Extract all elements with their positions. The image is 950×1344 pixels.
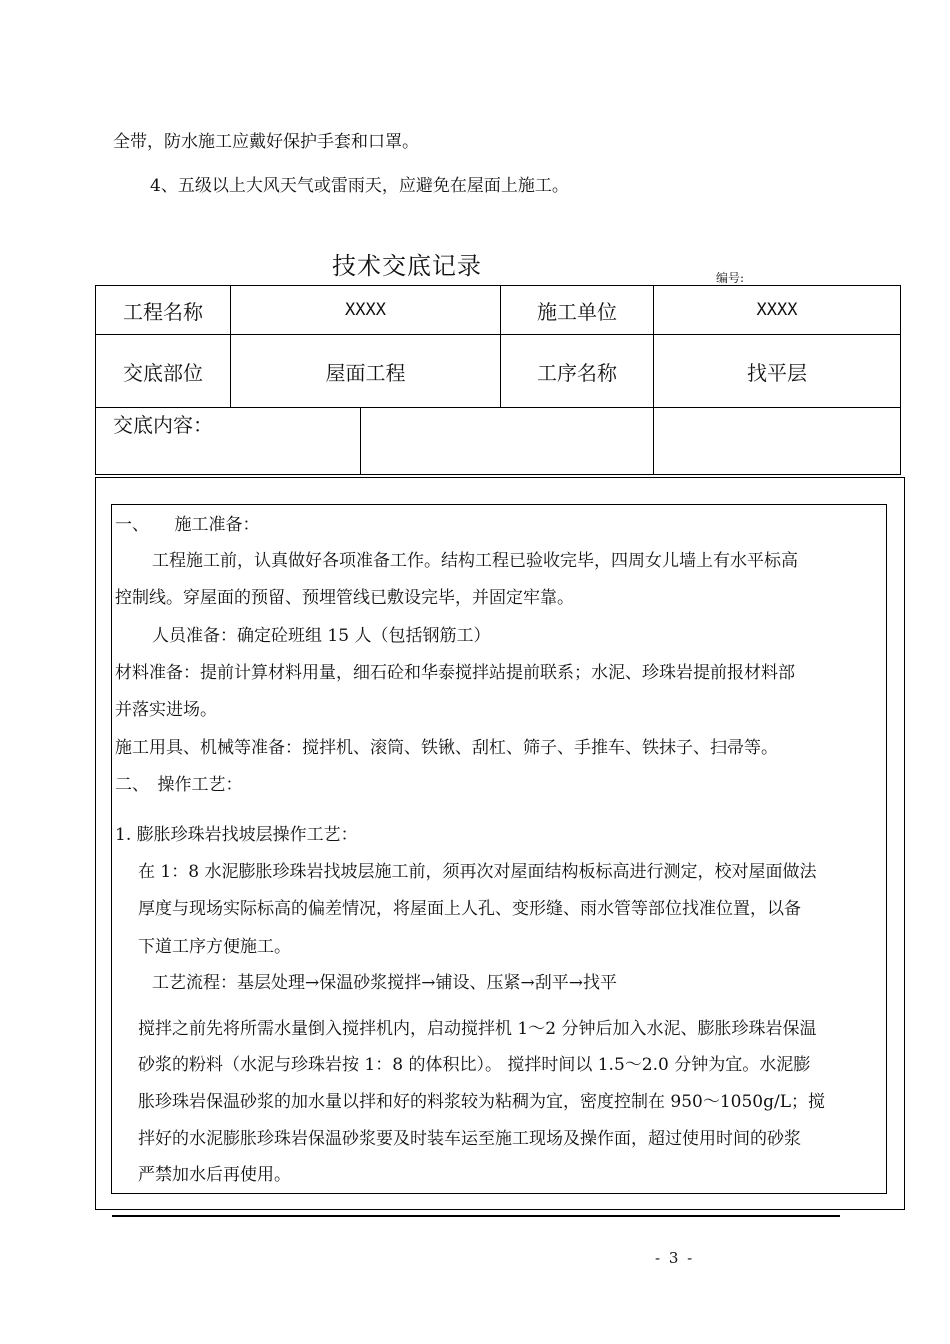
paragraph-line: 搅拌之前先将所需水量倒入搅拌机内，启动搅拌机 1～2 分钟后加入水泥、膨胀珍珠岩保温: [138, 1019, 817, 1039]
table-col-divider-4: [360, 407, 361, 474]
paragraph-line: 严禁加水后再使用。: [138, 1165, 291, 1185]
paragraph-line: 控制线。穿屋面的预留、预埋管线已敷设完毕，并固定牢靠。: [115, 588, 574, 608]
handover-content-label: 交底内容：: [113, 413, 213, 437]
process-name-value: 找平层: [747, 360, 807, 385]
continuation-text-line-1: 全带，防水施工应戴好保护手套和口罩。: [113, 132, 419, 152]
table-border-right: [900, 285, 901, 475]
content-outer-right: [904, 477, 905, 1210]
serial-number-label: 编号:: [716, 271, 745, 285]
process-flow-line: 工艺流程：基层处理→保温砂浆搅拌→铺设、压紧→刮平→找平: [152, 973, 617, 993]
paragraph-line: 胀珍珠岩保温砂浆的加水量以拌和好的料浆较为粘稠为宜，密度控制在 950～1050g/L；搅: [138, 1092, 826, 1112]
continuation-text-line-2: 4、五级以上大风天气或雷雨天，应避免在屋面上施工。: [150, 176, 569, 196]
process-name-label: 工序名称: [537, 360, 617, 385]
paragraph-line: 工程施工前，认真做好各项准备工作。结构工程已验收完毕，四周女儿墙上有水平标高: [152, 551, 798, 571]
construction-unit-value: XXXX: [756, 300, 798, 320]
handover-part-label: 交底部位: [123, 360, 203, 385]
paragraph-line: 拌好的水泥膨胀珍珠岩保温砂浆要及时装车运至施工现场及操作面，超过使用时间的砂浆: [138, 1129, 801, 1149]
table-border-row3: [95, 474, 901, 475]
content-outer-top: [95, 477, 905, 478]
footer-rule: [112, 1215, 840, 1217]
content-inner-left: [111, 504, 112, 1194]
project-name-label: 工程名称: [123, 299, 203, 324]
table-border-row2: [95, 407, 901, 408]
content-inner-top: [111, 504, 887, 505]
handover-part-value: 屋面工程: [325, 360, 406, 385]
paragraph-line: 材料准备：提前计算材料用量，细石砼和华泰搅拌站提前联系；水泥、珍珠岩提前报材料部: [115, 663, 795, 683]
paragraph-line: 下道工序方便施工。: [138, 937, 291, 957]
paragraph-line: 并落实进场。: [115, 700, 217, 720]
construction-unit-label: 施工单位: [537, 299, 617, 324]
paragraph-line: 厚度与现场实际标高的偏差情况，将屋面上人孔、变形缝、雨水管等部位找准位置，以备: [138, 899, 801, 919]
section-heading-process: 二、 操作工艺：: [115, 775, 243, 795]
content-outer-left: [95, 477, 96, 1210]
page-number: - 3 -: [655, 1249, 695, 1267]
project-name-value: XXXX: [345, 300, 386, 320]
content-inner-bottom: [111, 1193, 887, 1194]
subsection-heading: 1. 膨胀珍珠岩找坡层操作工艺：: [115, 825, 358, 845]
paragraph-line: 施工用具、机械等准备：搅拌机、滚筒、铁锹、刮杠、筛子、手推车、铁抹子、扫帚等。: [115, 738, 778, 758]
paragraph-line: 人员准备：确定砼班组 15 人（包括钢筋工）: [152, 626, 491, 646]
content-inner-right: [886, 504, 887, 1194]
record-title: 技术交底记录: [332, 252, 482, 280]
paragraph-line: 在 1：8 水泥膨胀珍珠岩找坡层施工前，须再次对屋面结构板标高进行测定，校对屋面做法: [138, 862, 817, 882]
section-heading-preparation: 一、 施工准备：: [115, 515, 260, 535]
paragraph-line: 砂浆的粉料（水泥与珍珠岩按 1：8 的体积比）。 搅拌时间以 1.5～2.0 分钟为宜。水泥膨: [138, 1055, 811, 1075]
content-outer-bottom: [95, 1209, 905, 1210]
